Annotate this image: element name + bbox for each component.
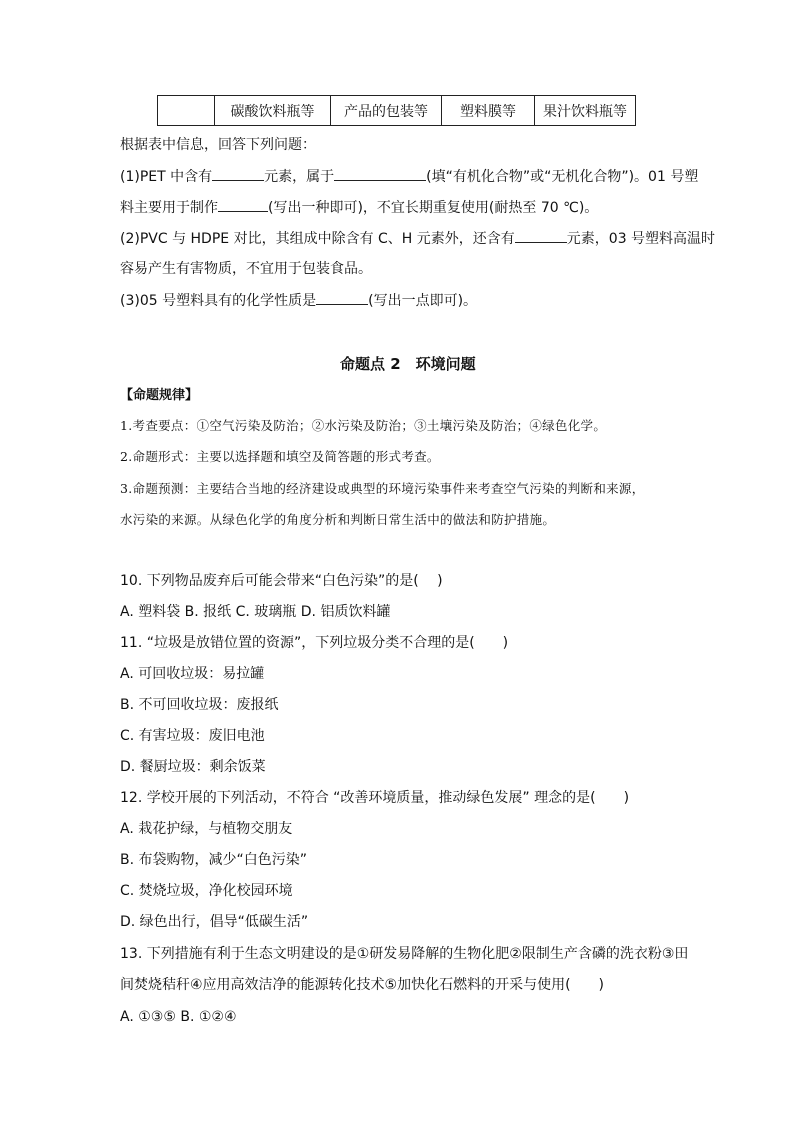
rules-title: 【命题规律】	[120, 388, 199, 403]
question-12-option: B. 布袋购物，减少“白色污染”	[120, 852, 308, 868]
table-cell: 产品的包装等	[331, 96, 442, 126]
question-12-stem: 12. 学校开展的下列活动，不符合 “改善环境质量，推动绿色发展” 理念的是( )	[120, 790, 630, 806]
question-11-option: C. 有害垃圾：废旧电池	[120, 728, 265, 744]
question-12-option: A. 栽花护绿，与植物交朋友	[120, 821, 293, 837]
table-cell: 果汁饮料瓶等	[535, 96, 636, 126]
table-cell: 塑料膜等	[442, 96, 535, 126]
answer-blank[interactable]	[218, 198, 268, 212]
question-11-option: D. 餐厨垃圾：剩余饭菜	[120, 759, 266, 775]
question-11-stem: 11. “垃圾是放错位置的资源”，下列垃圾分类不合理的是( )	[120, 635, 509, 651]
question-13-options: A. ①③⑤ B. ①②④	[120, 1009, 237, 1025]
answer-blank[interactable]	[334, 167, 426, 181]
q3-text-b: (写出一点即可)。	[368, 293, 478, 309]
question-1-line-2	[120, 198, 598, 217]
section-title: 命题点 2 环境问题	[340, 355, 476, 373]
question-11-option: B. 不可回收垃圾：废报纸	[120, 697, 279, 713]
question-2-line-1	[120, 229, 715, 248]
q1-text-e: (写出一种即可)，不宜长期重复使用(耐热至 70 ℃)。	[268, 200, 599, 216]
question-12-option: D. 绿色出行，倡导“低碳生活”	[120, 914, 309, 930]
question-1-line-1	[120, 167, 698, 186]
q1-text-d: 料主要用于制作	[120, 200, 218, 216]
table-row	[158, 96, 636, 126]
answer-blank[interactable]	[515, 229, 567, 243]
q1-text-a: (1)PET 中含有	[120, 169, 213, 185]
answer-blank[interactable]	[212, 167, 264, 181]
question-10-options: A. 塑料袋 B. 报纸 C. 玻璃瓶 D. 铝质饮料罐	[120, 604, 391, 620]
q3-text-a: (3)05 号塑料具有的化学性质是	[120, 293, 317, 309]
rule-item: 1.考查要点：①空气污染及防治；②水污染及防治；③土壤污染及防治；④绿色化学。	[120, 418, 607, 433]
rule-item: 水污染的来源。从绿色化学的角度分析和判断日常生活中的做法和防护措施。	[120, 512, 556, 527]
table-cell	[158, 96, 215, 126]
question-11-option: A. 可回收垃圾：易拉罐	[120, 666, 265, 682]
answer-blank[interactable]	[316, 291, 368, 305]
q1-text-c: (填“有机化合物”或“无机化合物”)。01 号塑	[426, 169, 699, 185]
question-12-option: C. 焚烧垃圾，净化校园环境	[120, 883, 293, 899]
q2-text-b: 元素，03 号塑料高温时	[566, 231, 716, 247]
question-13-stem-line-2: 间焚烧秸秆④应用高效洁净的能源转化技术⑤加快化石燃料的开采与使用( )	[120, 977, 605, 993]
intro-text: 根据表中信息，回答下列问题：	[120, 137, 316, 153]
question-2-line-2: 容易产生有害物质，不宜用于包装食品。	[120, 261, 372, 277]
rule-item: 3.命题预测：主要结合当地的经济建设或典型的环境污染事件来考查空气污染的判断和来源，	[120, 481, 645, 496]
question-10-stem: 10. 下列物品废弃后可能会带来“白色污染”的是( )	[120, 573, 443, 589]
plastics-table	[157, 95, 636, 126]
question-3-line	[120, 291, 477, 310]
question-13-stem-line-1: 13. 下列措施有利于生态文明建设的是①研发易降解的生物化肥②限制生产含磷的洗衣粉③田	[120, 946, 689, 962]
q2-text-a: (2)PVC 与 HDPE 对比，其组成中除含有 C、H 元素外，还含有	[120, 231, 515, 247]
rule-item: 2.命题形式：主要以选择题和填空及简答题的形式考查。	[120, 449, 440, 464]
q1-text-b: 元素，属于	[264, 169, 335, 185]
table-cell: 碳酸饮料瓶等	[215, 96, 331, 126]
